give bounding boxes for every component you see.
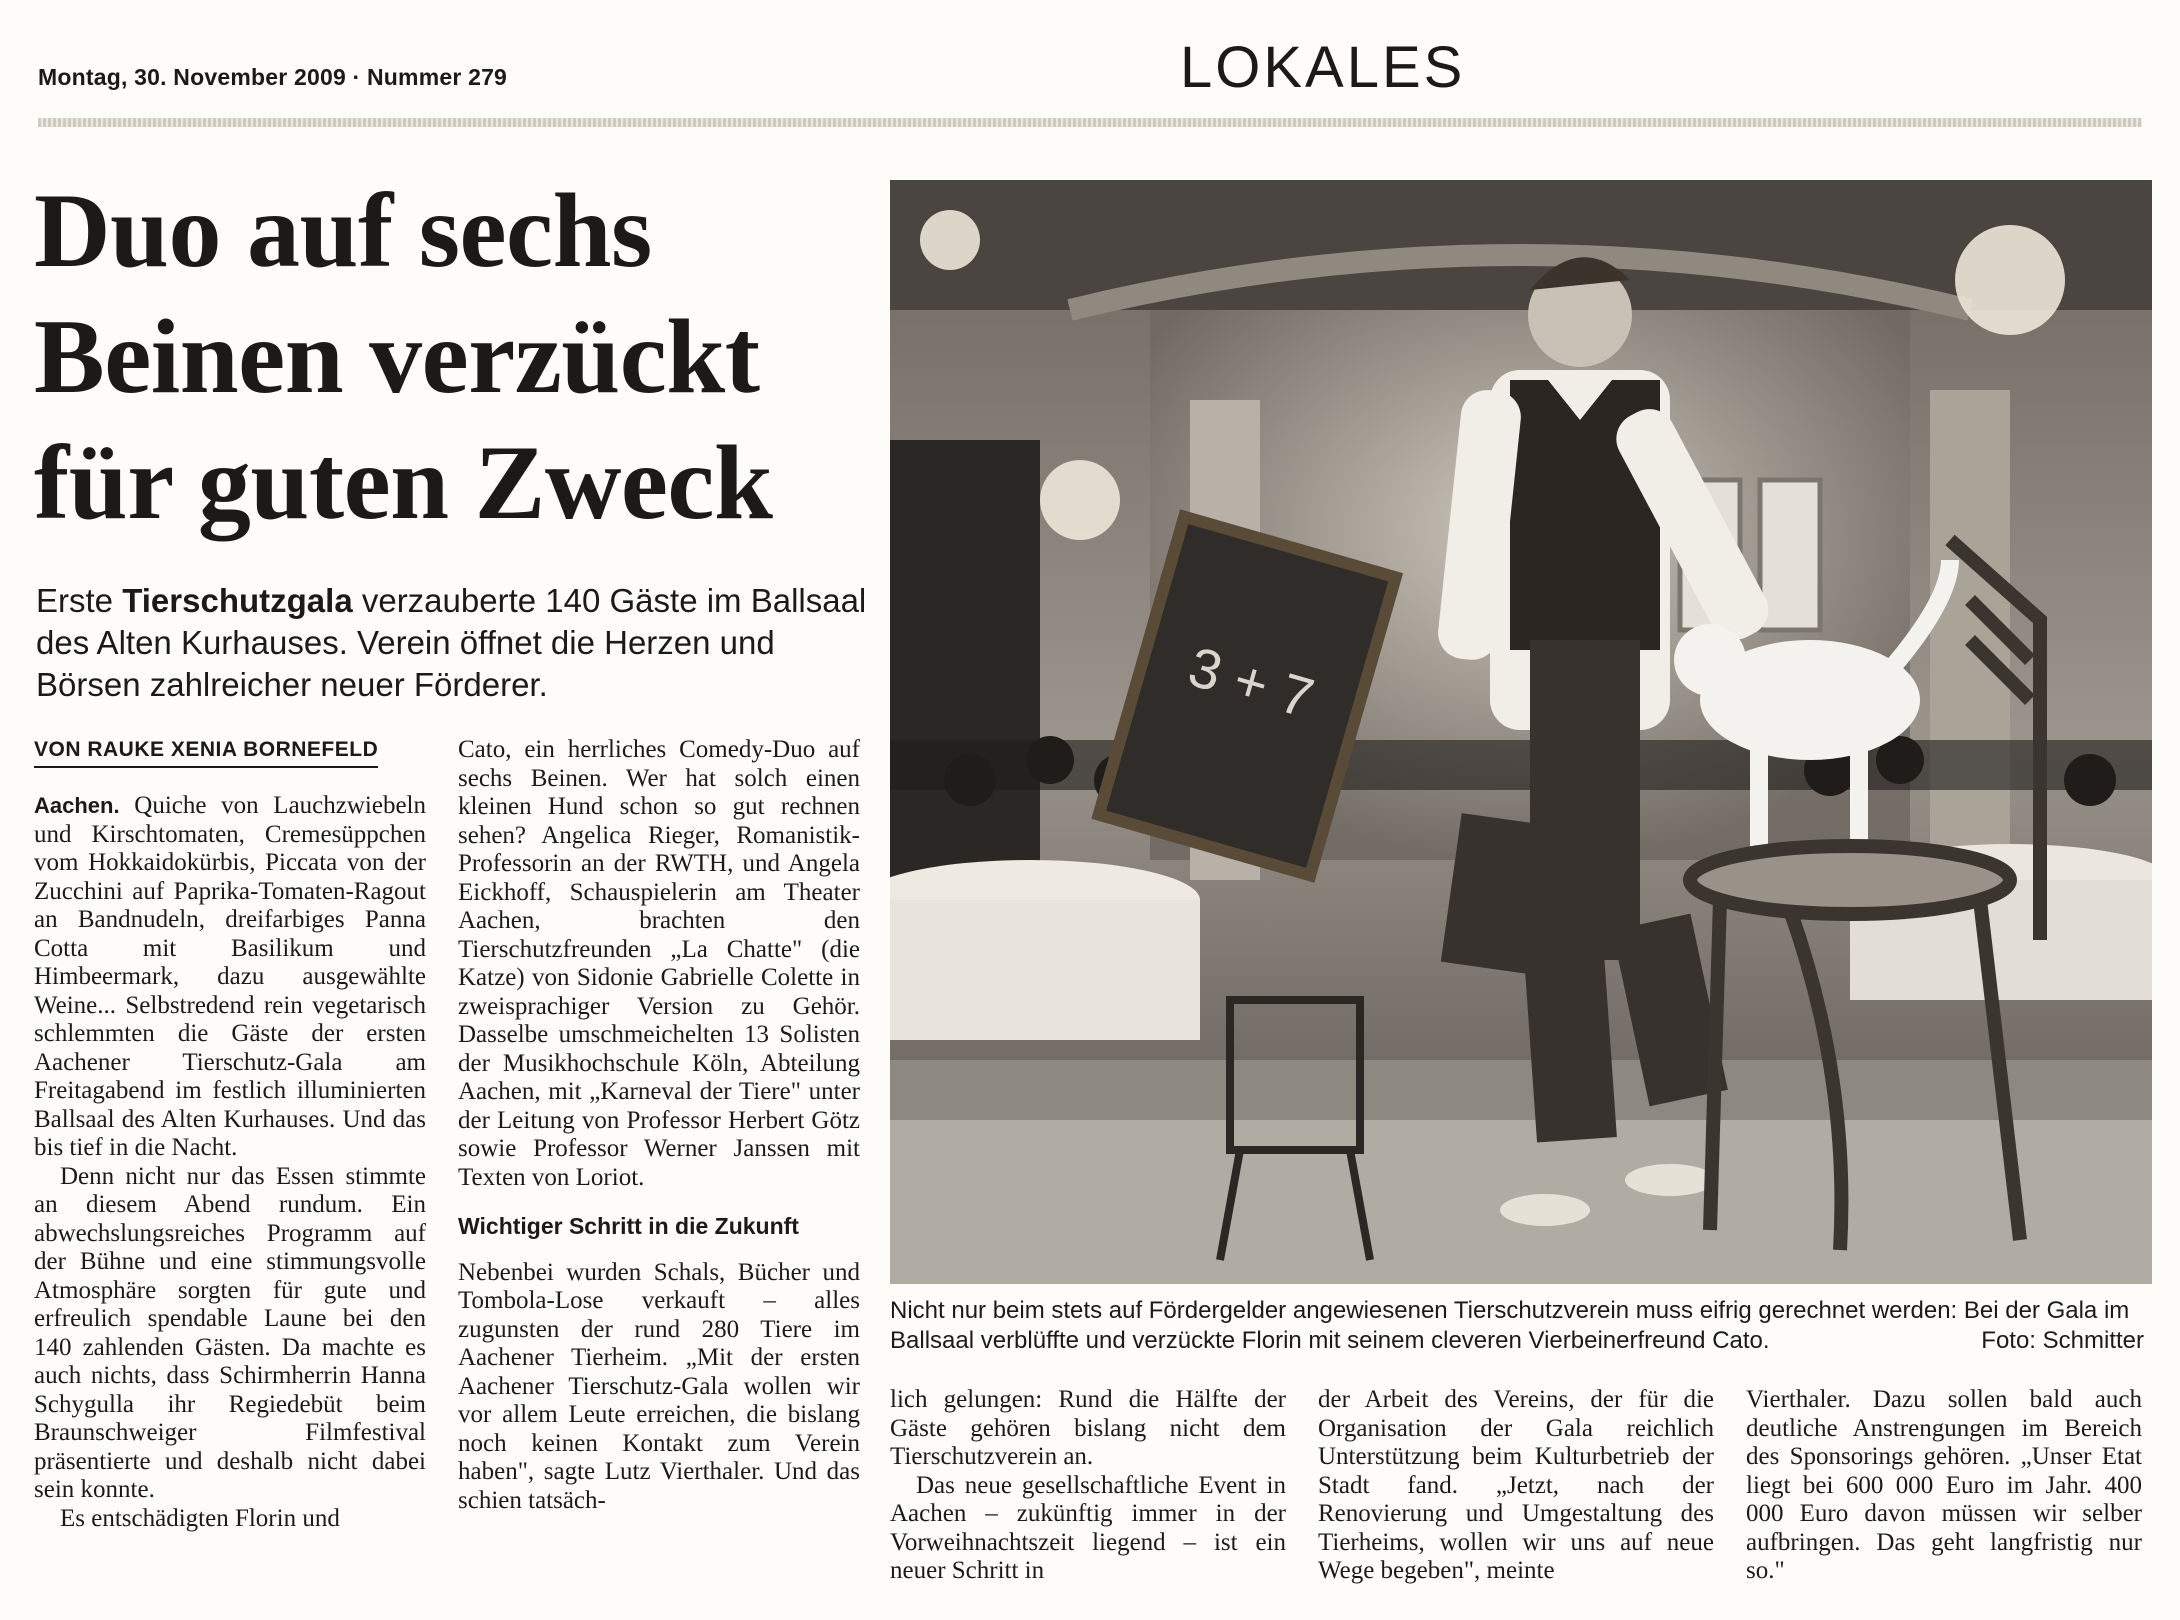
header-rule — [38, 118, 2142, 127]
dateline: Montag, 30. November 2009 · Nummer 279 — [38, 64, 508, 90]
deck-keyword: Tierschutzgala — [122, 582, 353, 619]
paragraph: Vierthaler. Dazu sollen bald auch deutliche Anstrengungen im Bereich des Sponsorings gehören. „Unser Etat liegt bei 600 000 Euro im Jahr. 400 000 Euro davon müssen wir selber aufbringen. Das geht langfristig nur so." — [1746, 1386, 2142, 1584]
subheading: Wichtiger Schritt in die Zukunft — [458, 1213, 799, 1239]
paragraph: Es entschädigten Florin und — [60, 1504, 340, 1532]
photo-credit: Foto: Schmitter — [1981, 1327, 2144, 1354]
paragraph: Nebenbei wurden Schals, Bücher und Tombola-Lose verkauft – alles zugunsten der rund 280 Tiere im Aachener Tierheim. „Mit der ersten Aachener Tierschutz-Gala wollen wir vor allem Leute erreichen, die bislang noch keinen Kontakt zum Verein haben", sagte Lutz Vierthaler. Und das schien tatsäch- — [458, 1258, 860, 1514]
paragraph: Das neue gesellschaftliche Event in Aachen – zukünftig immer in der Vorweihnachtszeit liegend – ist ein neuer Schritt in — [890, 1471, 1286, 1584]
article-column-4 — [1318, 1386, 1714, 1586]
paragraph: Denn nicht nur das Essen stimmte an diesem Abend rundum. Ein abwechslungsreiches Programm auf der Bühne und eine stimmungsvolle Atmosphäre sorgten für gute und erfreulich spendable Laune bei den 140 zahlenden Gästen. Da machte es auch nichts, dass Schirmherrin Hanna Schygulla ihr Regiedebüt beim Braunschweiger Filmfestival präsentierte und deshalb nicht dabei sein konnte. — [34, 1162, 426, 1503]
headline-line: für guten Zweck — [34, 424, 773, 541]
paragraph: der Arbeit des Vereins, der für die Organisation der Gala reichlich Unterstützung beim Kulturbetrieb der Stadt fand. „Jetzt, nach der Renovierung und Umgestaltung des Tierheims, wollen wir uns auf neue Wege begeben", meinte — [1318, 1386, 1714, 1584]
deck — [36, 580, 876, 706]
deck-text: verzauberte 140 Gäste im Ballsaal des Alten Kurhauses. Verein öffnet die Herzen und Börsen zahlreicher neuer Förderer. — [36, 582, 867, 703]
deck-text: Erste — [36, 582, 123, 619]
headline — [34, 168, 874, 546]
paragraph-text: Quiche von Lauchzwiebeln und Kirschtomaten, Cremesüppchen vom Hokkaidokürbis, Piccata von der Zucchini auf Paprika-Tomaten-Ragout an Bandnudeln, dreifarbiges Panna Cotta mit Basilikum und Himbeermark, dazu ausgewählte Weine... Selbstredend rein vegetarisch schlemmten die Gäste der ersten Aachener Tierschutz-Gala am Freitagabend im festlich illuminierten Ballsaal des Alten Kurhauses. Und das bis tief in die Nacht. — [34, 792, 426, 1161]
article-column-1 — [34, 792, 426, 1533]
paragraph — [34, 792, 426, 1163]
paragraph: Cato, ein herrliches Comedy-Duo auf sechs Beinen. Wer hat solch einen kleinen Hund schon so gut rechnen sehen? Angelica Rieger, Romanistik-Professorin an der RWTH, und Angela Eickhoff, Schauspielerin am Theater Aachen, brachten den Tierschutzfreunden „La Chatte" (die Katze) von Sidonie Gabrielle Colette in zweisprachiger Version zu Gehör. Dasselbe umschmeichelten 13 Solisten der Musikhochschule Köln, Abteilung Aachen, mit „Karneval der Tiere" unter der Leitung von Professor Herbert Götz sowie Professor Werner Janssen mit Texten von Loriot. — [458, 736, 860, 1191]
article-column-5 — [1746, 1386, 2142, 1586]
headline-line: Duo auf sechs — [34, 172, 652, 289]
chalkboard-text: 3 + 7 — [1181, 634, 1321, 730]
photo-illustration — [890, 180, 2152, 1284]
photo-caption — [890, 1296, 2144, 1356]
article-column-2 — [458, 736, 860, 1515]
byline: VON RAUKE XENIA BORNEFELD — [34, 738, 378, 768]
article-photo — [890, 180, 2152, 1284]
dateline-city: Aachen. — [34, 793, 120, 818]
section-title: LOKALES — [1180, 35, 1466, 100]
headline-line: Beinen verzückt — [34, 298, 760, 415]
article-column-3 — [890, 1386, 1286, 1586]
paragraph: lich gelungen: Rund die Hälfte der Gäste gehören bislang nicht dem Tierschutzverein an. — [890, 1386, 1286, 1470]
caption-text: Nicht nur beim stets auf Fördergelder angewiesenen Tierschutzverein muss eifrig gerechnet werden: Bei der Gala im Ballsaal verblüffte und verzückte Florin mit seinem cleveren Vierbeinerfreund Cato. — [890, 1297, 2130, 1354]
